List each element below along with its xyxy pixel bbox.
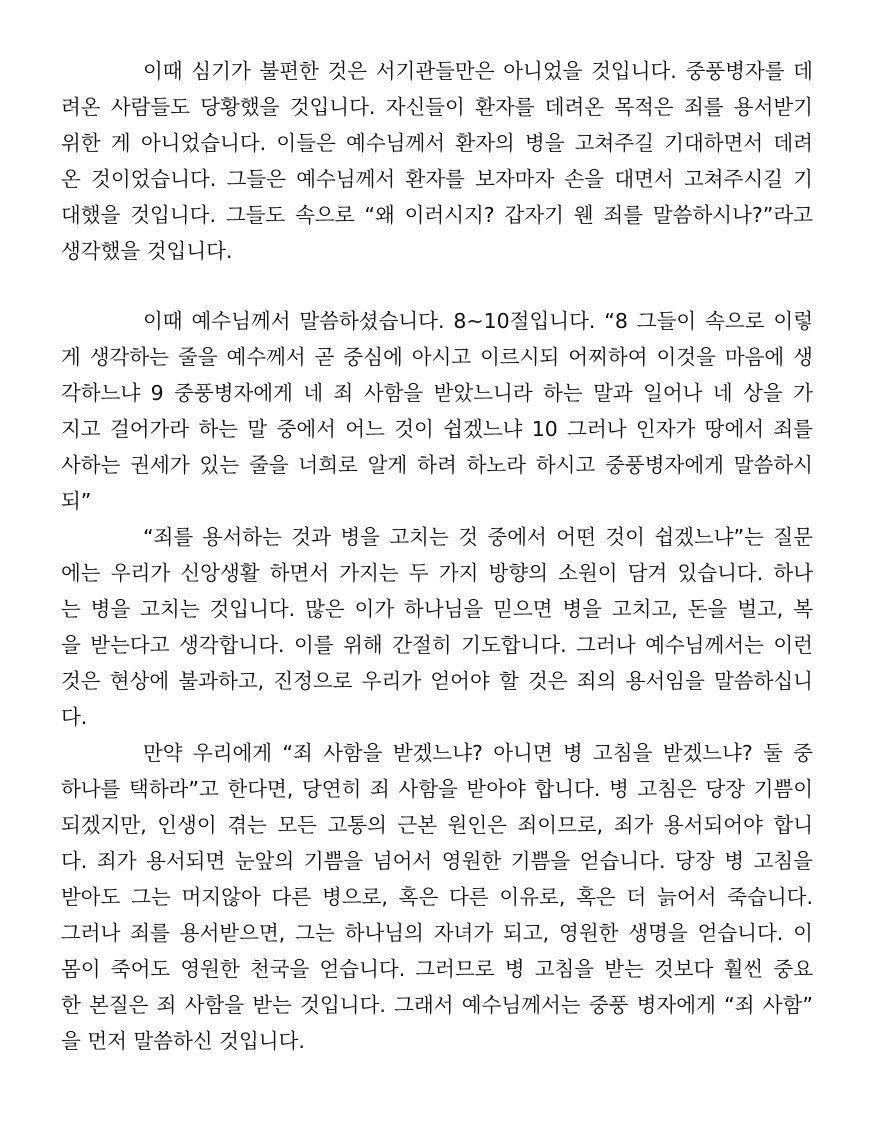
- text-line: 되”: [61, 489, 92, 513]
- text-line: 한 본질은 죄 사함을 받는 것입니다. 그래서 예수님께서는 중풍 병자에게 “죄 사함”: [61, 993, 813, 1017]
- text-line: 각하느냐 9 중풍병자에게 네 죄 사함을 받았느니라 하는 말과 일어나 네 상을 가: [61, 381, 813, 405]
- text-line: 다.: [61, 705, 88, 729]
- text-line: 이때 심기가 불편한 것은 서기관들만은 아니었을 것입니다. 중풍병자를 데: [143, 59, 813, 83]
- text-line: 하나를 택하라”고 한다면, 당연히 죄 사함을 받아야 합니다. 병 고침은 당장 기쁨이: [61, 777, 813, 801]
- text-line: 이때 예수님께서 말씀하셨습니다. 8~10절입니다. “8 그들이 속으로 이렇: [143, 309, 813, 333]
- paragraph-2: [61, 303, 813, 519]
- paragraph-1: [61, 53, 813, 269]
- text-line: 다. 죄가 용서되면 눈앞의 기쁨을 넘어서 영원한 기쁨을 얻습니다. 당장 병 고침을: [61, 849, 813, 873]
- paragraph-3: [61, 519, 813, 735]
- text-line: 을 받는다고 생각합니다. 이를 위해 간절히 기도합니다. 그러나 예수님께서는 이런: [61, 633, 813, 657]
- text-line: 지고 걸어가라 하는 말 중에서 어느 것이 쉽겠느냐 10 그러나 인자가 땅에서 죄를: [61, 417, 813, 441]
- text-line: 그러나 죄를 용서받으면, 그는 하나님의 자녀가 되고, 영원한 생명을 얻습니다. 이: [61, 921, 813, 945]
- text-line: 에는 우리가 신앙생활 하면서 가지는 두 가지 방향의 소원이 담겨 있습니다. 하나: [61, 561, 813, 585]
- text-line: “죄를 용서하는 것과 병을 고치는 것 중에서 어떤 것이 쉽겠느냐”는 질문: [143, 525, 813, 549]
- text-line: 받아도 그는 머지않아 다른 병으로, 혹은 다른 이유로, 혹은 더 늙어서 죽습니다.: [61, 885, 813, 909]
- text-line: 생각했을 것입니다.: [61, 239, 233, 263]
- text-line: 몸이 죽어도 영원한 천국을 얻습니다. 그러므로 병 고침을 받는 것보다 훨씬 중요: [61, 957, 813, 981]
- text-line: 온 것이었습니다. 그들은 예수님께서 환자를 보자마자 손을 대면서 고쳐주시길 기: [61, 167, 813, 191]
- text-line: 게 생각하는 줄을 예수께서 곧 중심에 아시고 이르시되 어찌하여 이것을 마음에 생: [61, 345, 813, 369]
- text-line: 것은 현상에 불과하고, 진정으로 우리가 얻어야 할 것은 죄의 용서임을 말씀하십니: [61, 669, 813, 693]
- document-page: [61, 53, 813, 1059]
- text-line: 는 병을 고치는 것입니다. 많은 이가 하나님을 믿으면 병을 고치고, 돈을 벌고, 복: [61, 597, 813, 621]
- paragraph-4: [61, 735, 813, 1059]
- text-line: 위한 게 아니었습니다. 이들은 예수님께서 환자의 병을 고쳐주길 기대하면서 데려: [61, 131, 813, 155]
- text-line: 만약 우리에게 “죄 사함을 받겠느냐? 아니면 병 고침을 받겠느냐? 둘 중: [143, 741, 813, 765]
- text-line: 려온 사람들도 당황했을 것입니다. 자신들이 환자를 데려온 목적은 죄를 용서받기: [61, 95, 813, 119]
- paragraph-gap: [61, 269, 813, 303]
- text-line: 대했을 것입니다. 그들도 속으로 “왜 이러시지? 갑자기 웬 죄를 말씀하시나?”라고: [61, 203, 813, 227]
- text-line: 을 먼저 말씀하신 것입니다.: [61, 1029, 305, 1053]
- text-line: 사하는 권세가 있는 줄을 너희로 알게 하려 하노라 하시고 중풍병자에게 말씀하시: [61, 453, 813, 477]
- text-line: 되겠지만, 인생이 겪는 모든 고통의 근본 원인은 죄이므로, 죄가 용서되어야 합니: [61, 813, 813, 837]
